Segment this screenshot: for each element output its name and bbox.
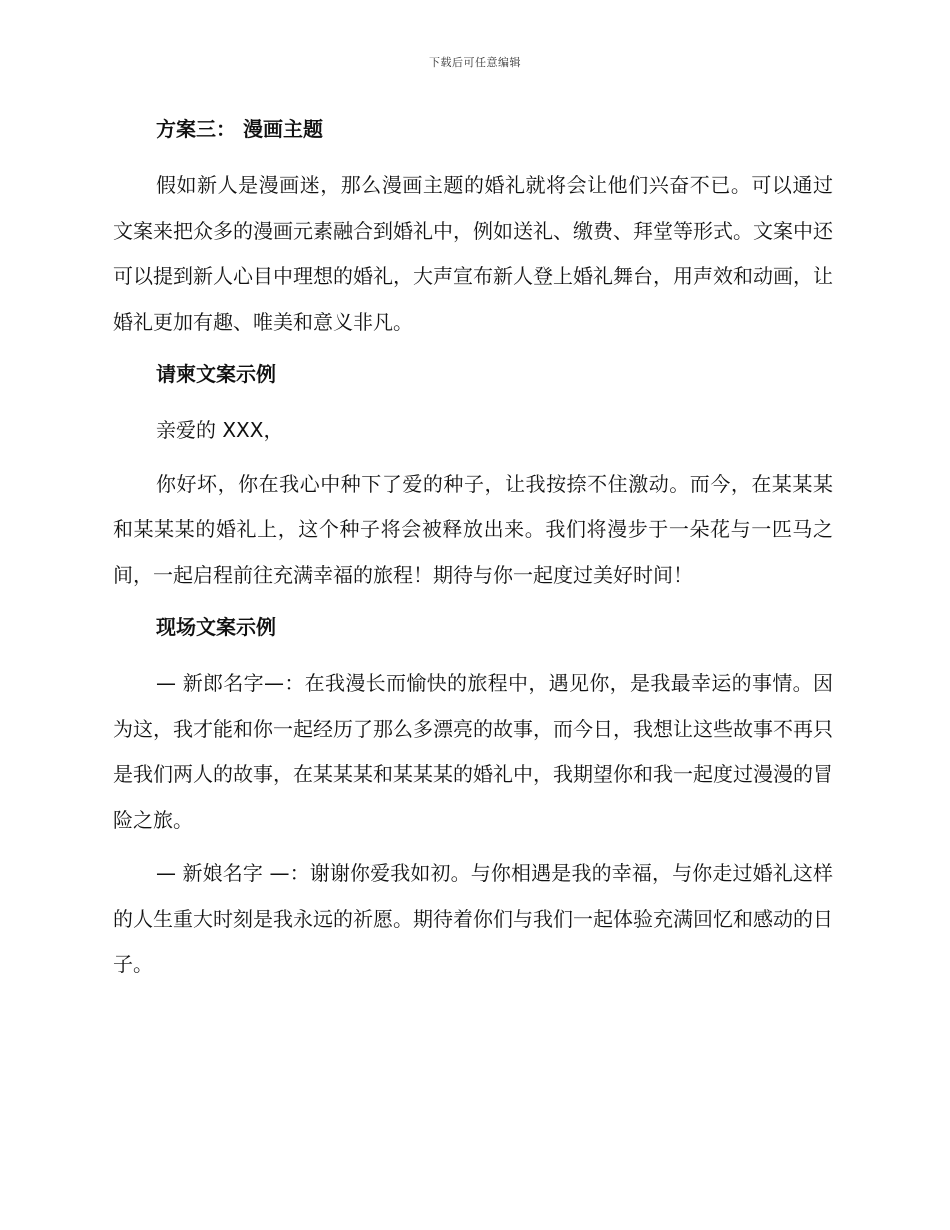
bride-speech: — 新娘名字 —：谢谢你爱我如初。与你相遇是我的幸福，与你走过婚礼这样的人生重大时刻是我永远的祈愿。期待着你们与我们一起体验充满回忆和感动的日子。 xyxy=(113,861,833,976)
plan3-paragraph: 假如新人是漫画迷，那么漫画主题的婚礼就将会让他们兴奋不已。可以通过文案来把众多的漫画元素融合到婚礼中，例如送礼、缴费、拜堂等形式。文案中还可以提到新人心目中理想的婚礼，大声宣布新人登上婚礼舞台，用声效和动画，让婚礼更加有趣、唯美和意义非凡。 xyxy=(113,173,833,334)
page-header-note: 下载后可任意编辑 xyxy=(429,56,521,69)
invite-greeting: 亲爱的 XXX， xyxy=(156,418,284,442)
onsite-heading: 现场文案示例 xyxy=(156,615,276,639)
plan3-heading: 方案三： 漫画主题 xyxy=(156,117,323,141)
document-body xyxy=(113,112,833,988)
invite-heading: 请柬文案示例 xyxy=(156,362,276,386)
groom-speech: — 新郎名字—：在我漫长而愉快的旅程中，遇见你，是我最幸运的事情。因为这，我才能和你一起经历了那么多漂亮的故事，而今日，我想让这些故事不再只是我们两人的故事，在某某某和某某某的婚礼中，我期望你和我一起度过漫漫的冒险之旅。 xyxy=(113,671,833,832)
invite-paragraph: 你好坏，你在我心中种下了爱的种子，让我按捺不住激动。而今，在某某某和某某某的婚礼上，这个种子将会被释放出来。我们将漫步于一朵花与一匹马之间，一起启程前往充满幸福的旅程！期待与你一起度过美好时间！ xyxy=(113,471,833,587)
